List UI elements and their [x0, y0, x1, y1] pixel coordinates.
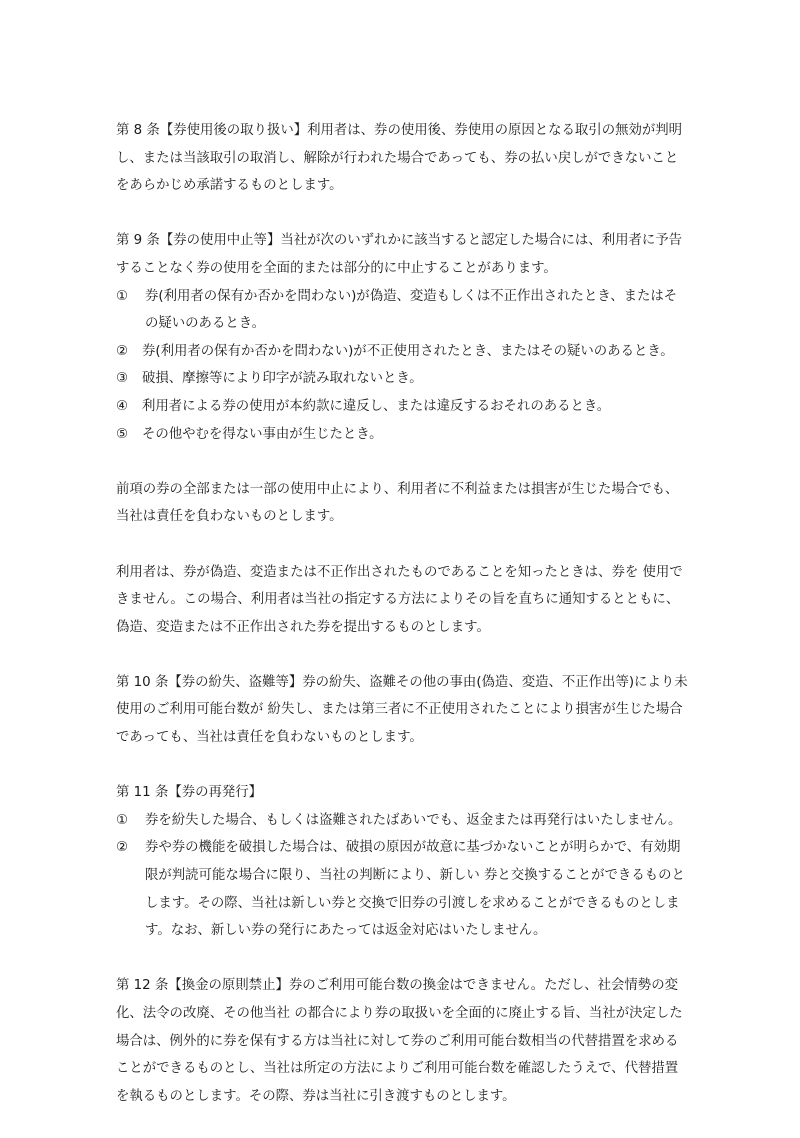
article-11	[116, 779, 688, 945]
list-item-number: ①	[116, 288, 129, 304]
list-item	[116, 365, 688, 393]
list-item	[116, 283, 688, 338]
article-10-text: 第 10 条【券の紛失、盗難等】券の紛失、盗難その他の事由(偽造、変造、不正作出等)により未使用のご利用可能台数が 紛失し、または第三者に不正使用されたことにより損害が生じた場合であっても、当社は責任を負わないものとします。	[116, 674, 688, 746]
paragraph-suspension-liability	[116, 476, 688, 531]
list-item-text: 券(利用者の保有か否かを問わない)が不正使用されたとき、またはその疑いのあるとき。	[142, 343, 674, 359]
list-item	[116, 421, 688, 449]
list-item-number: ②	[116, 840, 129, 856]
list-item-number: ④	[116, 398, 129, 414]
list-item-text: その他やむを得ない事由が生じたとき。	[142, 426, 383, 442]
list-item-text: 券(利用者の保有か否かを問わない)が偽造、変造もしくは不正作出されたとき、またはその疑いのあるとき。	[145, 288, 678, 332]
list-item	[116, 338, 688, 366]
paragraph-text: 利用者は、券が偽造、変造または不正作出されたものであることを知ったときは、券を 使用できません。この場合、利用者は当社の指定する方法によりその旨を直ちに通知するとともに、偽造、変造または不正作出された券を提出するものとします。	[116, 564, 683, 635]
article-12-text: 第 12 条【換金の原則禁止】券のご利用可能台数の換金はできません。ただし、社会情勢の変化、法令の改廃、その他当社 の都合により券の取扱いを全面的に廃止する旨、当社が決定した場合は、例外的に券を保有する方は当社に対して券のご利用可能台数相当の代替措置を求めることができるものとし、当社は所定の方法によりご利用可能台数を確認したうえで、代替措置を執るものとします。その際、券は当社に引き渡すものとします。	[116, 978, 683, 1104]
article-8-text: 第 8 条【券使用後の取り扱い】利用者は、券の使用後、券使用の原因となる取引の無効が判明し、または当該取引の取消し、解除が行われた場合であっても、券の払い戻しができないことをあらかじめ承諾するものとします。	[116, 123, 683, 194]
list-item-text: 利用者による券の使用が本約款に違反し、または違反するおそれのあるとき。	[142, 398, 611, 414]
document-page	[116, 117, 688, 1138]
article-9	[116, 227, 688, 448]
paragraph-forgery-notice	[116, 559, 688, 642]
list-item-number: ⑤	[116, 426, 129, 442]
article-9-text: 第 9 条【券の使用中止等】当社が次のいずれかに該当すると認定した場合には、利用者に予告することなく券の使用を全面的または部分的に中止することがあります。	[116, 233, 683, 276]
list-item-text: 破損、摩擦等により印字が読み取れないとき。	[142, 371, 423, 387]
article-10	[116, 669, 688, 752]
list-item-text: 券を紛失した場合、もしくは盗難されたばあいでも、返金または再発行はいたしません。	[145, 812, 682, 828]
list-item-number: ③	[116, 371, 129, 387]
list-item-text: 券や券の機能を破損した場合は、破損の原因が故意に基づかないことが明らかで、有効期限が判読可能な場合に限り、当社の判断により、新しい 券と交換することができるものとします。その際、当社は新しい券と交換で旧券の引渡しを求めることができるものとします。なお、新しい券の発行にあたっては返金対応はいたしません。	[145, 840, 685, 939]
article-8	[116, 117, 688, 200]
article-11-title: 第 11 条【券の再発行】	[116, 785, 263, 801]
list-item	[116, 807, 688, 835]
article-12	[116, 972, 688, 1110]
paragraph-text: 前項の券の全部または一部の使用中止により、利用者に不利益または損害が生じた場合でも、 当社は責任を負わないものとします。	[116, 481, 679, 525]
list-item	[116, 834, 688, 944]
list-item	[116, 393, 688, 421]
list-item-number: ①	[116, 812, 129, 828]
list-item-number: ②	[116, 343, 129, 359]
